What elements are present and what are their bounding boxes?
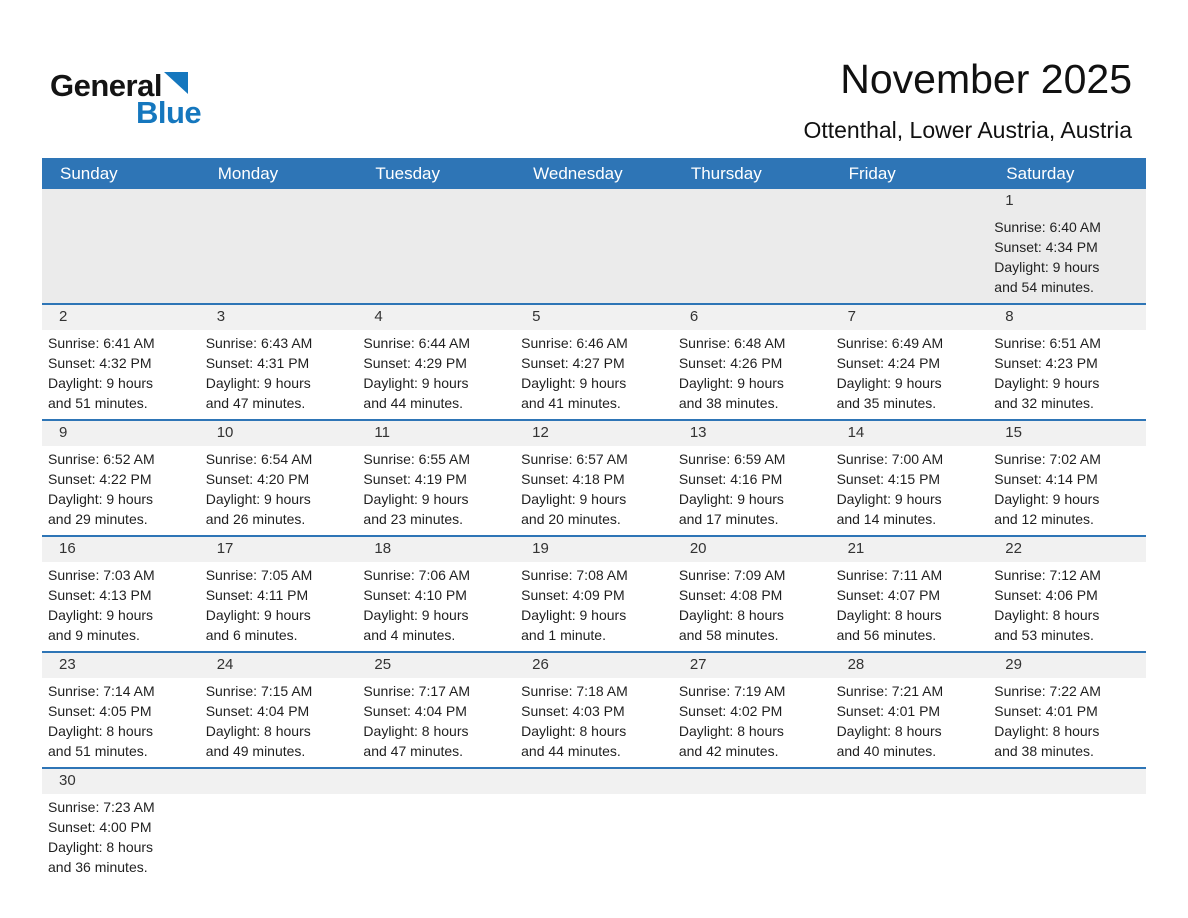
- day-cell-25: [357, 653, 515, 767]
- day-info: [200, 562, 358, 651]
- day-info: [988, 562, 1146, 651]
- sunrise-text: Sunrise: 7:21 AM: [836, 683, 944, 699]
- empty-day-cell: [515, 769, 673, 883]
- daylight-text: Daylight: 9 hours and 17 minutes.: [678, 491, 784, 527]
- day-cell-29: [988, 653, 1146, 767]
- day-number: 6: [673, 305, 831, 330]
- day-number: 24: [200, 653, 358, 678]
- day-cell-8: [988, 305, 1146, 419]
- day-number-strip: [673, 189, 831, 214]
- day-info: [673, 446, 831, 535]
- sunrise-text: Sunrise: 7:05 AM: [205, 567, 313, 583]
- day-number-strip: [42, 189, 200, 214]
- sunset-text: Sunset: 4:34 PM: [994, 239, 1098, 255]
- title-block: [803, 56, 1132, 144]
- daylight-text: Daylight: 9 hours and 29 minutes.: [48, 491, 154, 527]
- sunset-text: Sunset: 4:31 PM: [205, 355, 310, 371]
- day-number: 5: [515, 305, 673, 330]
- day-number: 10: [200, 421, 358, 446]
- daylight-text: Daylight: 9 hours and 26 minutes.: [205, 491, 311, 527]
- day-number: 2: [42, 305, 200, 330]
- day-cell-24: [200, 653, 358, 767]
- sunrise-text: Sunrise: 7:02 AM: [994, 451, 1101, 467]
- day-info: [42, 562, 200, 651]
- daylight-text: Daylight: 8 hours and 38 minutes.: [994, 723, 1100, 759]
- day-info: [42, 330, 200, 419]
- empty-day-cell: [42, 189, 200, 303]
- day-number-strip: [200, 189, 358, 214]
- sunset-text: Sunset: 4:08 PM: [678, 587, 783, 603]
- week-row-3: [42, 419, 1146, 535]
- sunrise-text: Sunrise: 6:44 AM: [363, 335, 471, 351]
- day-info: [831, 562, 989, 651]
- sunrise-text: Sunrise: 6:40 AM: [994, 219, 1101, 235]
- daylight-text: Daylight: 9 hours and 38 minutes.: [678, 375, 784, 411]
- day-number-strip: [988, 769, 1146, 794]
- daylight-text: Daylight: 9 hours and 32 minutes.: [994, 375, 1100, 411]
- day-number: 18: [357, 537, 515, 562]
- daylight-text: Daylight: 9 hours and 23 minutes.: [363, 491, 469, 527]
- day-cell-1: [988, 189, 1146, 303]
- day-number: 30: [42, 769, 200, 794]
- day-cell-9: [42, 421, 200, 535]
- day-number: 20: [673, 537, 831, 562]
- daylight-text: Daylight: 8 hours and 42 minutes.: [678, 723, 784, 759]
- day-number-strip: [357, 769, 515, 794]
- sunrise-text: Sunrise: 6:57 AM: [521, 451, 628, 467]
- day-cell-17: [200, 537, 358, 651]
- day-info: [515, 446, 673, 535]
- day-cell-15: [988, 421, 1146, 535]
- day-cell-19: [515, 537, 673, 651]
- sunrise-text: Sunrise: 7:17 AM: [363, 683, 471, 699]
- empty-day-cell: [988, 769, 1146, 883]
- sunset-text: Sunset: 4:14 PM: [994, 471, 1098, 487]
- empty-day-cell: [515, 189, 673, 303]
- daylight-text: Daylight: 9 hours and 20 minutes.: [521, 491, 627, 527]
- sunset-text: Sunset: 4:09 PM: [521, 587, 625, 603]
- day-number: 29: [988, 653, 1146, 678]
- day-cell-26: [515, 653, 673, 767]
- day-number-strip: [200, 769, 358, 794]
- day-cell-27: [673, 653, 831, 767]
- day-info: [200, 678, 358, 767]
- weekday-header-wednesday: Wednesday: [533, 163, 623, 183]
- daylight-text: Daylight: 8 hours and 47 minutes.: [363, 723, 469, 759]
- sunset-text: Sunset: 4:04 PM: [363, 703, 467, 719]
- day-number: 14: [831, 421, 989, 446]
- day-cell-20: [673, 537, 831, 651]
- day-number: 7: [831, 305, 989, 330]
- sunset-text: Sunset: 4:24 PM: [836, 355, 941, 371]
- day-info: [357, 562, 515, 651]
- sunset-text: Sunset: 4:06 PM: [994, 587, 1098, 603]
- sunrise-text: Sunrise: 7:09 AM: [678, 567, 786, 583]
- sunrise-text: Sunrise: 7:06 AM: [363, 567, 471, 583]
- daylight-text: Daylight: 9 hours and 35 minutes.: [836, 375, 942, 411]
- day-number: 17: [200, 537, 358, 562]
- empty-day-cell: [357, 189, 515, 303]
- weekday-header-saturday: Saturday: [1006, 163, 1075, 183]
- day-info: [988, 678, 1146, 767]
- sunset-text: Sunset: 4:00 PM: [48, 819, 152, 835]
- empty-day-cell: [673, 189, 831, 303]
- day-number: 25: [357, 653, 515, 678]
- empty-day-cell: [357, 769, 515, 883]
- sunset-text: Sunset: 4:05 PM: [48, 703, 152, 719]
- day-number: 16: [42, 537, 200, 562]
- sunrise-text: Sunrise: 7:03 AM: [48, 567, 155, 583]
- day-number: 21: [831, 537, 989, 562]
- daylight-text: Daylight: 9 hours and 41 minutes.: [521, 375, 627, 411]
- daylight-text: Daylight: 9 hours and 54 minutes.: [994, 259, 1100, 295]
- day-cell-30: [42, 769, 200, 883]
- sunrise-text: Sunrise: 7:14 AM: [48, 683, 155, 699]
- day-info: [357, 330, 515, 419]
- sunrise-text: Sunrise: 7:23 AM: [48, 799, 155, 815]
- day-info: [515, 678, 673, 767]
- weekday-header-thursday: Thursday: [690, 163, 762, 183]
- day-info: [357, 678, 515, 767]
- sunrise-text: Sunrise: 6:41 AM: [48, 335, 155, 351]
- sunset-text: Sunset: 4:29 PM: [363, 355, 467, 371]
- location-subtitle: Ottenthal, Lower Austria, Austria: [803, 117, 1132, 144]
- day-number: 23: [42, 653, 200, 678]
- sunset-text: Sunset: 4:15 PM: [836, 471, 941, 487]
- day-cell-2: [42, 305, 200, 419]
- day-cell-11: [357, 421, 515, 535]
- sunrise-text: Sunrise: 6:46 AM: [521, 335, 628, 351]
- sunset-text: Sunset: 4:20 PM: [205, 471, 310, 487]
- sunset-text: Sunset: 4:02 PM: [678, 703, 783, 719]
- sunset-text: Sunset: 4:13 PM: [48, 587, 152, 603]
- day-cell-10: [200, 421, 358, 535]
- day-cell-22: [988, 537, 1146, 651]
- daylight-text: Daylight: 9 hours and 4 minutes.: [363, 607, 469, 643]
- sunset-text: Sunset: 4:16 PM: [678, 471, 783, 487]
- weekday-header-friday: Friday: [848, 163, 896, 183]
- week-row-2: [42, 303, 1146, 419]
- sunrise-text: Sunrise: 6:52 AM: [48, 451, 155, 467]
- sunrise-text: Sunrise: 7:00 AM: [836, 451, 944, 467]
- weekday-header-row: [42, 158, 1146, 189]
- day-number: 27: [673, 653, 831, 678]
- daylight-text: Daylight: 8 hours and 51 minutes.: [48, 723, 154, 759]
- daylight-text: Daylight: 8 hours and 53 minutes.: [994, 607, 1100, 643]
- day-number: 28: [831, 653, 989, 678]
- day-cell-14: [831, 421, 989, 535]
- day-number: 13: [673, 421, 831, 446]
- sunset-text: Sunset: 4:11 PM: [205, 587, 309, 603]
- week-row-1: [42, 189, 1146, 303]
- week-row-5: [42, 651, 1146, 767]
- day-cell-12: [515, 421, 673, 535]
- day-number: 12: [515, 421, 673, 446]
- sunrise-text: Sunrise: 7:11 AM: [836, 567, 943, 583]
- day-info: [200, 330, 358, 419]
- daylight-text: Daylight: 9 hours and 6 minutes.: [205, 607, 311, 643]
- sunset-text: Sunset: 4:26 PM: [678, 355, 783, 371]
- day-info: [988, 214, 1146, 303]
- logo-text-blue: Blue: [136, 95, 202, 130]
- sunset-text: Sunset: 4:07 PM: [836, 587, 941, 603]
- day-cell-18: [357, 537, 515, 651]
- daylight-text: Daylight: 9 hours and 47 minutes.: [205, 375, 311, 411]
- daylight-text: Daylight: 9 hours and 44 minutes.: [363, 375, 469, 411]
- day-number-strip: [831, 769, 989, 794]
- week-row-4: [42, 535, 1146, 651]
- sunrise-text: Sunrise: 6:54 AM: [205, 451, 313, 467]
- daylight-text: Daylight: 9 hours and 12 minutes.: [994, 491, 1100, 527]
- empty-day-cell: [200, 769, 358, 883]
- day-cell-13: [673, 421, 831, 535]
- month-title: November 2025: [840, 56, 1132, 102]
- week-row-6: [42, 767, 1146, 883]
- day-cell-23: [42, 653, 200, 767]
- day-cell-28: [831, 653, 989, 767]
- daylight-text: Daylight: 9 hours and 51 minutes.: [48, 375, 154, 411]
- day-number: 1: [1005, 192, 1014, 209]
- sunrise-text: Sunrise: 7:08 AM: [521, 567, 628, 583]
- day-cell-6: [673, 305, 831, 419]
- sunset-text: Sunset: 4:18 PM: [521, 471, 625, 487]
- sunrise-text: Sunrise: 7:12 AM: [994, 567, 1101, 583]
- day-number: 4: [357, 305, 515, 330]
- day-info: [831, 330, 989, 419]
- day-cell-3: [200, 305, 358, 419]
- sunset-text: Sunset: 4:04 PM: [205, 703, 310, 719]
- day-number: 8: [988, 305, 1146, 330]
- day-info: [42, 794, 200, 883]
- day-info: [42, 446, 200, 535]
- day-number-strip: [515, 769, 673, 794]
- empty-day-cell: [831, 769, 989, 883]
- day-cell-16: [42, 537, 200, 651]
- sunrise-text: Sunrise: 7:22 AM: [994, 683, 1101, 699]
- empty-day-cell: [200, 189, 358, 303]
- day-cell-4: [357, 305, 515, 419]
- daylight-text: Daylight: 9 hours and 1 minute.: [521, 607, 627, 643]
- sunrise-text: Sunrise: 6:43 AM: [205, 335, 313, 351]
- daylight-text: Daylight: 8 hours and 56 minutes.: [836, 607, 942, 643]
- day-info: [42, 678, 200, 767]
- daylight-text: Daylight: 8 hours and 36 minutes.: [48, 839, 154, 875]
- day-cell-7: [831, 305, 989, 419]
- sunset-text: Sunset: 4:22 PM: [48, 471, 152, 487]
- sunset-text: Sunset: 4:32 PM: [48, 355, 152, 371]
- calendar-grid: [42, 158, 1146, 883]
- sunset-text: Sunset: 4:01 PM: [836, 703, 941, 719]
- day-number: 15: [988, 421, 1146, 446]
- day-info: [673, 562, 831, 651]
- sunset-text: Sunset: 4:10 PM: [363, 587, 467, 603]
- general-blue-logo: [50, 70, 201, 128]
- day-number: 22: [988, 537, 1146, 562]
- day-info: [831, 446, 989, 535]
- sunrise-text: Sunrise: 6:49 AM: [836, 335, 944, 351]
- daylight-text: Daylight: 8 hours and 49 minutes.: [205, 723, 311, 759]
- sunrise-text: Sunrise: 6:55 AM: [363, 451, 471, 467]
- day-number-strip: [515, 189, 673, 214]
- daylight-text: Daylight: 9 hours and 14 minutes.: [836, 491, 942, 527]
- sunrise-text: Sunrise: 6:51 AM: [994, 335, 1101, 351]
- empty-day-cell: [673, 769, 831, 883]
- day-info: [988, 446, 1146, 535]
- empty-day-cell: [831, 189, 989, 303]
- weekday-header-tuesday: Tuesday: [375, 163, 440, 183]
- day-cell-5: [515, 305, 673, 419]
- sunset-text: Sunset: 4:03 PM: [521, 703, 625, 719]
- day-number: 9: [42, 421, 200, 446]
- weekday-header-monday: Monday: [217, 163, 279, 183]
- day-info: [200, 446, 358, 535]
- day-info: [357, 446, 515, 535]
- day-number: 26: [515, 653, 673, 678]
- sunrise-text: Sunrise: 6:59 AM: [678, 451, 786, 467]
- sunset-text: Sunset: 4:27 PM: [521, 355, 625, 371]
- day-info: [515, 330, 673, 419]
- day-info: [673, 330, 831, 419]
- daylight-text: Daylight: 8 hours and 44 minutes.: [521, 723, 627, 759]
- daylight-text: Daylight: 8 hours and 58 minutes.: [678, 607, 784, 643]
- sunset-text: Sunset: 4:19 PM: [363, 471, 467, 487]
- daylight-text: Daylight: 9 hours and 9 minutes.: [48, 607, 154, 643]
- day-number: 3: [200, 305, 358, 330]
- day-number-strip: [831, 189, 989, 214]
- sunrise-text: Sunrise: 7:15 AM: [205, 683, 313, 699]
- day-number: 11: [357, 421, 515, 446]
- day-number-strip: [673, 769, 831, 794]
- sunrise-text: Sunrise: 7:18 AM: [521, 683, 628, 699]
- day-info: [831, 678, 989, 767]
- day-info: [673, 678, 831, 767]
- sunrise-text: Sunrise: 7:19 AM: [678, 683, 786, 699]
- sunset-text: Sunset: 4:23 PM: [994, 355, 1098, 371]
- day-info: [988, 330, 1146, 419]
- day-number: 19: [515, 537, 673, 562]
- logo-text-general: General: [50, 68, 162, 103]
- sunrise-text: Sunrise: 6:48 AM: [678, 335, 786, 351]
- day-cell-21: [831, 537, 989, 651]
- weekday-header-sunday: Sunday: [60, 163, 118, 183]
- sunset-text: Sunset: 4:01 PM: [994, 703, 1098, 719]
- day-info: [515, 562, 673, 651]
- daylight-text: Daylight: 8 hours and 40 minutes.: [836, 723, 942, 759]
- day-number-strip: [357, 189, 515, 214]
